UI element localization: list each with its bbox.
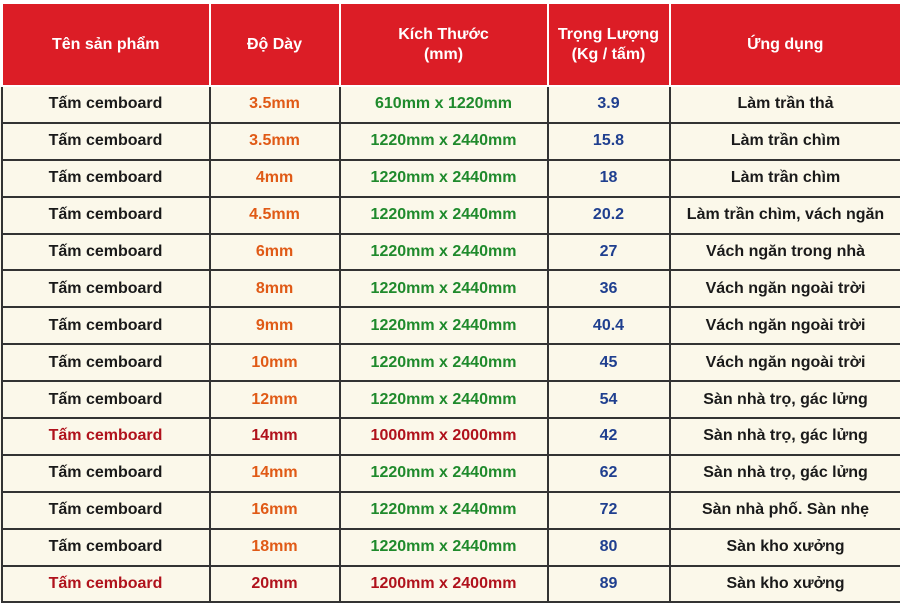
cell-size: 1200mm x 2400mm — [340, 566, 548, 603]
cell-weight: 72 — [548, 492, 670, 529]
cell-thickness: 10mm — [210, 344, 340, 381]
header-size — [340, 2, 548, 86]
cell-size: 1220mm x 2440mm — [340, 234, 548, 271]
cell-product-name: Tấm cemboard — [2, 492, 210, 529]
cell-weight: 80 — [548, 529, 670, 566]
cell-weight: 20.2 — [548, 197, 670, 234]
table-row — [2, 270, 900, 307]
table-row — [2, 529, 900, 566]
table-row — [2, 123, 900, 160]
header-weight-unit: (Kg / tấm) — [553, 45, 665, 65]
table-row — [2, 455, 900, 492]
table-row — [2, 86, 900, 123]
cell-usage: Vách ngăn ngoài trời — [670, 344, 900, 381]
header-thickness: Độ Dày — [210, 2, 340, 86]
table-row — [2, 381, 900, 418]
cell-usage: Làm trần chìm — [670, 160, 900, 197]
cell-product-name: Tấm cemboard — [2, 566, 210, 603]
cell-size: 1220mm x 2440mm — [340, 197, 548, 234]
cell-usage: Vách ngăn ngoài trời — [670, 270, 900, 307]
cell-usage: Làm trần chìm — [670, 123, 900, 160]
cell-usage: Sàn nhà trọ, gác lửng — [670, 455, 900, 492]
cell-size: 1220mm x 2440mm — [340, 307, 548, 344]
cell-thickness: 3.5mm — [210, 86, 340, 123]
cell-thickness: 4mm — [210, 160, 340, 197]
cell-product-name: Tấm cemboard — [2, 418, 210, 455]
cell-product-name: Tấm cemboard — [2, 197, 210, 234]
cell-thickness: 3.5mm — [210, 123, 340, 160]
cell-product-name: Tấm cemboard — [2, 455, 210, 492]
cell-size: 1220mm x 2440mm — [340, 529, 548, 566]
header-size-unit: (mm) — [345, 45, 543, 65]
cell-weight: 15.8 — [548, 123, 670, 160]
cell-weight: 3.9 — [548, 86, 670, 123]
table-row — [2, 234, 900, 271]
cell-thickness: 9mm — [210, 307, 340, 344]
table-row — [2, 418, 900, 455]
table-row — [2, 197, 900, 234]
cell-thickness: 20mm — [210, 566, 340, 603]
cell-size: 1220mm x 2440mm — [340, 123, 548, 160]
table-row — [2, 566, 900, 603]
cell-weight: 36 — [548, 270, 670, 307]
cell-size: 610mm x 1220mm — [340, 86, 548, 123]
header-weight-title: Trọng Lượng — [553, 25, 665, 45]
cell-weight: 18 — [548, 160, 670, 197]
header-row — [2, 2, 900, 86]
cell-weight: 54 — [548, 381, 670, 418]
cell-weight: 89 — [548, 566, 670, 603]
cell-thickness: 8mm — [210, 270, 340, 307]
table-row — [2, 344, 900, 381]
cell-product-name: Tấm cemboard — [2, 529, 210, 566]
cell-product-name: Tấm cemboard — [2, 123, 210, 160]
cell-thickness: 6mm — [210, 234, 340, 271]
cell-weight: 45 — [548, 344, 670, 381]
cell-usage: Làm trần chìm, vách ngăn — [670, 197, 900, 234]
header-usage: Ứng dụng — [670, 2, 900, 86]
cell-usage: Sàn nhà trọ, gác lửng — [670, 381, 900, 418]
cell-product-name: Tấm cemboard — [2, 160, 210, 197]
cell-size: 1000mm x 2000mm — [340, 418, 548, 455]
cell-usage: Sàn kho xưởng — [670, 566, 900, 603]
table-body — [2, 86, 900, 602]
cell-usage: Vách ngăn ngoài trời — [670, 307, 900, 344]
cell-size: 1220mm x 2440mm — [340, 160, 548, 197]
cell-thickness: 14mm — [210, 418, 340, 455]
cell-thickness: 4.5mm — [210, 197, 340, 234]
cell-product-name: Tấm cemboard — [2, 307, 210, 344]
cell-thickness: 12mm — [210, 381, 340, 418]
cell-thickness: 14mm — [210, 455, 340, 492]
cell-product-name: Tấm cemboard — [2, 234, 210, 271]
header-size-title: Kích Thước — [345, 25, 543, 45]
table-row — [2, 492, 900, 529]
cell-usage: Sàn kho xưởng — [670, 529, 900, 566]
cell-usage: Làm trần thả — [670, 86, 900, 123]
cell-size: 1220mm x 2440mm — [340, 344, 548, 381]
cell-weight: 40.4 — [548, 307, 670, 344]
cell-size: 1220mm x 2440mm — [340, 492, 548, 529]
cell-product-name: Tấm cemboard — [2, 86, 210, 123]
cell-usage: Sàn nhà phố. Sàn nhẹ — [670, 492, 900, 529]
header-product-name: Tên sản phẩm — [2, 2, 210, 86]
cell-usage: Vách ngăn trong nhà — [670, 234, 900, 271]
cell-weight: 62 — [548, 455, 670, 492]
cell-thickness: 16mm — [210, 492, 340, 529]
cell-usage: Sàn nhà trọ, gác lửng — [670, 418, 900, 455]
cell-size: 1220mm x 2440mm — [340, 455, 548, 492]
cell-product-name: Tấm cemboard — [2, 270, 210, 307]
table-row — [2, 160, 900, 197]
table-header — [2, 2, 900, 86]
cell-weight: 42 — [548, 418, 670, 455]
cell-size: 1220mm x 2440mm — [340, 270, 548, 307]
cell-thickness: 18mm — [210, 529, 340, 566]
cell-product-name: Tấm cemboard — [2, 344, 210, 381]
cell-size: 1220mm x 2440mm — [340, 381, 548, 418]
cell-product-name: Tấm cemboard — [2, 381, 210, 418]
table-row — [2, 307, 900, 344]
header-weight — [548, 2, 670, 86]
cell-weight: 27 — [548, 234, 670, 271]
